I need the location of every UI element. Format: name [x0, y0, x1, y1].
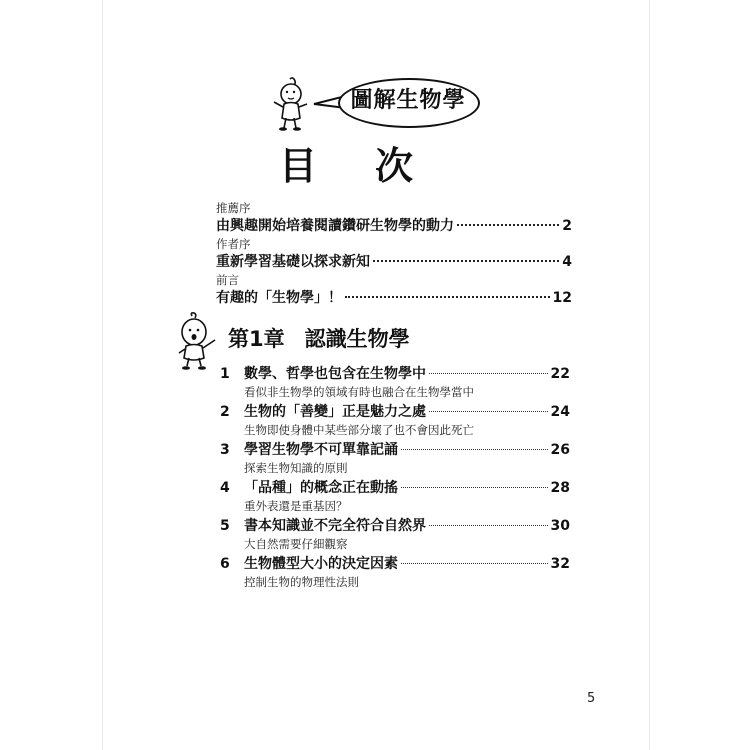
page-ref: 24 [550, 404, 570, 420]
dot-leader [457, 224, 559, 226]
page-title: 目次 [278, 144, 471, 188]
entry-title: 學習生物學不可單靠記誦 [244, 442, 398, 458]
toc-entry [220, 554, 570, 590]
page-ref: 4 [562, 254, 572, 270]
entry-number: 6 [220, 556, 230, 572]
mascot-illustration-chapter [172, 312, 220, 372]
page-ref: 28 [550, 480, 570, 496]
page-ref: 32 [550, 556, 570, 572]
front-matter-title: 重新學習基礎以探求新知 [216, 254, 370, 270]
dot-leader [401, 563, 548, 564]
dot-leader [373, 260, 559, 262]
entry-number: 3 [220, 442, 230, 458]
entry-number: 5 [220, 518, 230, 534]
toc-entry [220, 364, 570, 400]
page-ref: 12 [552, 290, 572, 306]
entry-number: 2 [220, 404, 230, 420]
toc-entry [220, 516, 570, 552]
page-ref: 26 [550, 442, 570, 458]
page-ref: 22 [550, 366, 570, 382]
dot-leader [401, 487, 548, 488]
dot-leader [429, 411, 548, 412]
entry-number: 4 [220, 480, 230, 496]
front-matter-item [216, 272, 572, 308]
dot-leader [401, 449, 548, 450]
front-matter-title: 由興趣開始培養閱讀鑽研生物學的動力 [216, 218, 454, 234]
toc-entry [220, 478, 570, 514]
entry-subtitle: 生物即使身體中某些部分壞了也不會因此死亡 [244, 423, 474, 437]
toc-entry-row [220, 516, 570, 536]
page-ref: 30 [550, 518, 570, 534]
entry-subtitle: 大自然需要仔細觀察 [244, 537, 348, 551]
toc-entry-row [220, 440, 570, 460]
dot-leader [345, 296, 550, 298]
front-matter-row [216, 216, 572, 236]
entry-subtitle: 控制生物的物理性法則 [244, 575, 359, 589]
entry-title: 「品種」的概念正在動搖 [244, 480, 398, 496]
front-matter-item [216, 200, 572, 236]
entry-subtitle: 看似非生物學的領域有時也融合在生物學當中 [244, 385, 474, 399]
chapter-number: 第1章 [228, 327, 285, 351]
front-matter-item [216, 236, 572, 272]
dot-leader [429, 373, 548, 374]
front-matter-label: 推薦序 [216, 201, 251, 215]
series-title: 圖解生物學 [350, 88, 466, 113]
toc-entry [220, 402, 570, 438]
page-ref: 2 [562, 218, 572, 234]
entry-number: 1 [220, 366, 230, 382]
entry-subtitle: 探索生物知識的原則 [244, 461, 348, 475]
toc-entry-row [220, 478, 570, 498]
chapter-heading [228, 324, 410, 354]
toc-entry [220, 440, 570, 476]
toc-entry-row [220, 402, 570, 422]
dot-leader [429, 525, 548, 526]
front-matter-title: 有趣的「生物學」！ [216, 290, 342, 306]
chapter-title: 認識生物學 [304, 327, 410, 351]
toc-entry-row [220, 364, 570, 384]
front-matter-row [216, 252, 572, 272]
entry-subtitle: 重外表還是重基因？ [244, 499, 348, 513]
entry-title: 生物體型大小的決定因素 [244, 556, 398, 572]
mascot-illustration-top [268, 76, 318, 132]
entry-title: 數學、哲學也包含在生物學中 [244, 366, 426, 382]
entry-title: 書本知識並不完全符合自然界 [244, 518, 426, 534]
entry-title: 生物的「善變」正是魅力之處 [244, 404, 426, 420]
front-matter-label: 前言 [216, 273, 239, 287]
front-matter-label: 作者序 [216, 237, 251, 251]
toc-entry-row [220, 554, 570, 574]
page-number: 5 [587, 691, 596, 706]
front-matter-row [216, 288, 572, 308]
